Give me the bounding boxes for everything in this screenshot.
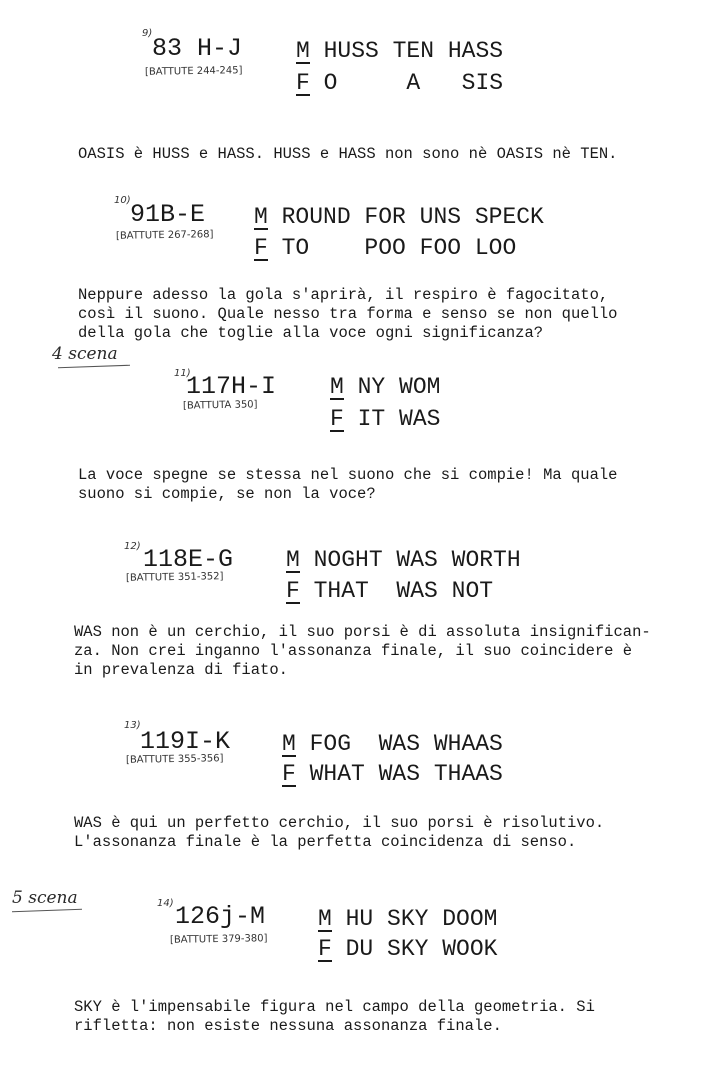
entry-code: 119I-K (140, 727, 231, 756)
battute-note: [BATTUTA 350] (182, 399, 258, 412)
entry-note: 9) (142, 28, 153, 39)
entry-note: 13) (124, 720, 141, 731)
f-role: F (318, 936, 332, 962)
m-role: M (318, 906, 332, 932)
commentary-1: OASIS è HUSS e HASS. HUSS e HASS non sono nè OASIS nè TEN. (78, 145, 618, 163)
battute-note: [BATTUTE 379-380] (169, 933, 268, 946)
f-line (318, 936, 497, 962)
f-words: TO POO FOO LOO (267, 235, 517, 261)
entry-code: 118E-G (143, 545, 234, 574)
battute-note: [BATTUTE 355-356] (125, 753, 224, 766)
m-words: HUSS TEN HASS (309, 38, 504, 64)
scene-note-4: 4 scena (52, 344, 118, 364)
f-words: IT WAS (343, 406, 441, 432)
m-line (330, 374, 440, 400)
f-words: DU SKY WOOK (331, 936, 498, 962)
m-line (318, 906, 497, 932)
battute-note: [BATTUTE 267-268] (115, 229, 214, 242)
entry-note: 11) (174, 368, 191, 379)
m-role: M (296, 38, 310, 64)
entry-code: 91B-E (130, 200, 206, 229)
f-line (286, 578, 493, 604)
battute-note: [BATTUTE 351-352] (125, 571, 224, 584)
m-words: HU SKY DOOM (331, 906, 498, 932)
entry-note: 10) (114, 195, 131, 206)
entry-code: 126j-M (175, 902, 266, 931)
m-role: M (286, 547, 300, 573)
f-line (282, 761, 503, 787)
entry-code: 83 H-J (152, 34, 243, 63)
m-line (296, 38, 503, 64)
m-words: NY WOM (343, 374, 441, 400)
commentary-2: Neppure adesso la gola s'aprirà, il respiro è fagocitato, così il suono. Quale nesso tra forma e senso se non quello della gola che toglie alla voce ogni significanza? (78, 286, 618, 342)
f-role: F (254, 235, 268, 261)
entry-note: 12) (124, 541, 141, 552)
f-role: F (296, 70, 310, 96)
f-line (330, 406, 440, 432)
commentary-5: WAS è qui un perfetto cerchio, il suo porsi è risolutivo. L'assonanza finale è la perfetta coincidenza di senso. (74, 814, 605, 851)
f-role: F (286, 578, 300, 604)
commentary-3: La voce spegne se stessa nel suono che si compie! Ma quale suono si compie, se non la voce? (78, 466, 618, 503)
f-line (254, 235, 516, 261)
m-role: M (282, 731, 296, 757)
entry-code: 117H-I (186, 372, 277, 401)
scene-underline (12, 909, 82, 912)
f-role: F (330, 406, 344, 432)
f-role: F (282, 761, 296, 787)
f-words: THAT WAS NOT (299, 578, 494, 604)
entry-note: 14) (157, 898, 174, 909)
m-role: M (330, 374, 344, 400)
battute-note: [BATTUTE 244-245] (144, 65, 243, 78)
f-words: WHAT WAS THAAS (295, 761, 503, 787)
m-line (286, 547, 521, 573)
commentary-6: SKY è l'impensabile figura nel campo della geometria. Si rifletta: non esiste nessuna assonanza finale. (74, 998, 595, 1035)
f-line (296, 70, 503, 96)
m-words: ROUND FOR UNS SPECK (267, 204, 544, 230)
m-words: FOG WAS WHAAS (295, 731, 503, 757)
commentary-4: WAS non è un cerchio, il suo porsi è di assoluta insignifican- za. Non crei inganno l'assonanza finale, il suo coincidere è in prevalenza di fiato. (74, 623, 651, 679)
f-words: O A SIS (309, 70, 504, 96)
m-line (254, 204, 544, 230)
m-line (282, 731, 503, 757)
m-role: M (254, 204, 268, 230)
scene-note-5: 5 scena (12, 888, 78, 908)
scene-underline (58, 365, 130, 369)
m-words: NOGHT WAS WORTH (299, 547, 521, 573)
